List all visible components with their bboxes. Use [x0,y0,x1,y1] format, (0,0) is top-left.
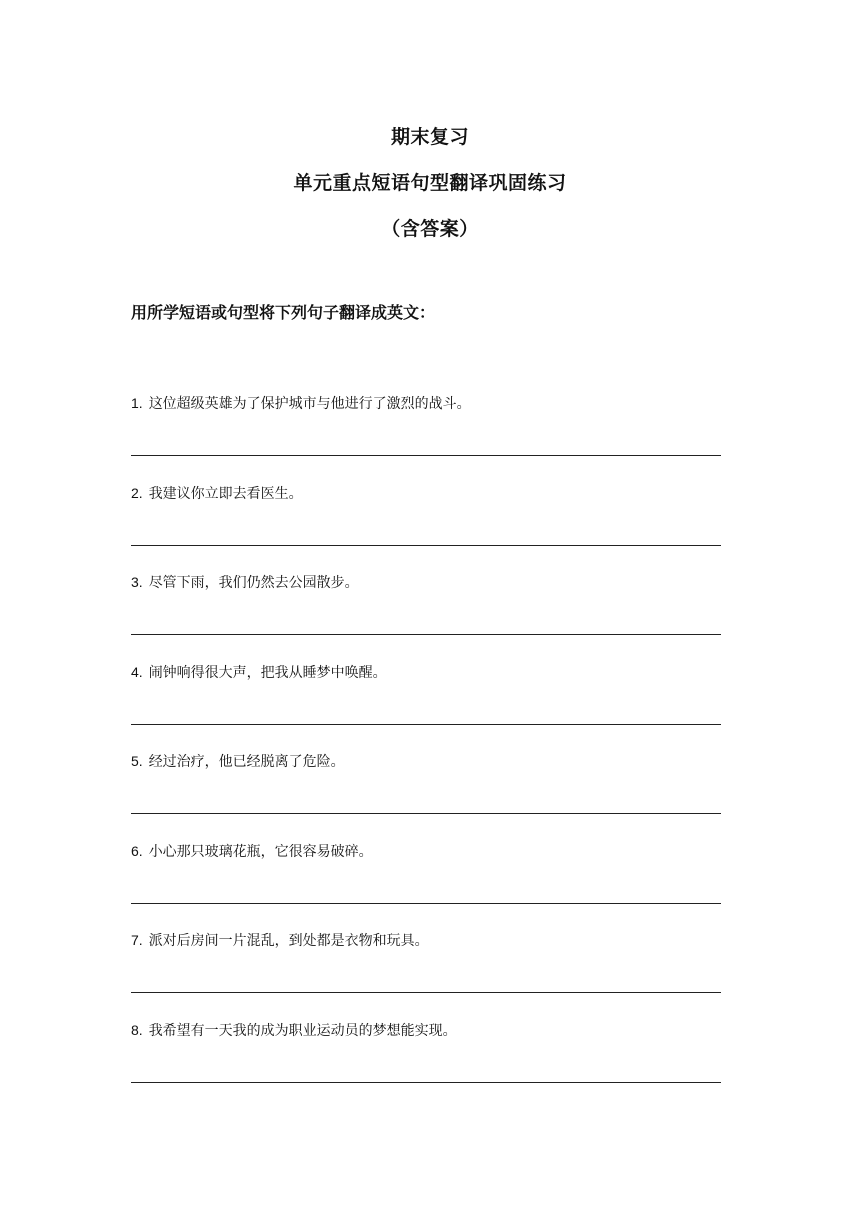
question-number: 6. [131,842,143,859]
question-text: 闹钟响得很大声，把我从睡梦中唤醒。 [148,664,387,681]
document-subtitle: 单元重点短语句型翻译巩固练习 [293,172,567,194]
question-item [131,929,721,1019]
answer-note: （含答案） [381,218,479,240]
document-title: 期末复习 [390,126,469,148]
question-item [131,392,721,482]
question-text: 我希望有一天我的成为职业运动员的梦想能实现。 [148,1022,457,1039]
answer-line[interactable] [131,545,721,546]
instruction-heading: 用所学短语或句型将下列句子翻译成英文： [131,303,436,322]
question-item [131,840,721,930]
question-text: 派对后房间一片混乱，到处都是衣物和玩具。 [148,933,429,949]
question-item [131,1019,721,1109]
question-number: 7. [131,932,143,948]
document-header [0,114,860,252]
question-text: 经过治疗，他已经脱离了危险。 [148,754,345,770]
answer-line[interactable] [131,455,721,456]
question-list [131,392,721,1108]
question-item [131,571,721,661]
question-number: 4. [131,663,143,680]
answer-line[interactable] [131,634,721,635]
question-text: 我建议你立即去看医生。 [148,485,303,502]
question-text: 小心那只玻璃花瓶，它很容易破碎。 [148,843,373,860]
question-text: 这位超级英雄为了保护城市与他进行了激烈的战斗。 [148,396,471,412]
question-number: 3. [131,574,143,590]
question-text: 尽管下雨，我们仍然去公园散步。 [148,575,359,591]
question-number: 1. [131,395,143,411]
answer-line[interactable] [131,724,721,725]
question-number: 2. [131,484,143,501]
answer-line[interactable] [131,1082,721,1083]
answer-line[interactable] [131,903,721,904]
question-item [131,661,721,751]
answer-line[interactable] [131,813,721,814]
question-number: 5. [131,753,143,769]
question-number: 8. [131,1021,143,1038]
question-item [131,482,721,572]
answer-line[interactable] [131,992,721,993]
question-item [131,750,721,840]
